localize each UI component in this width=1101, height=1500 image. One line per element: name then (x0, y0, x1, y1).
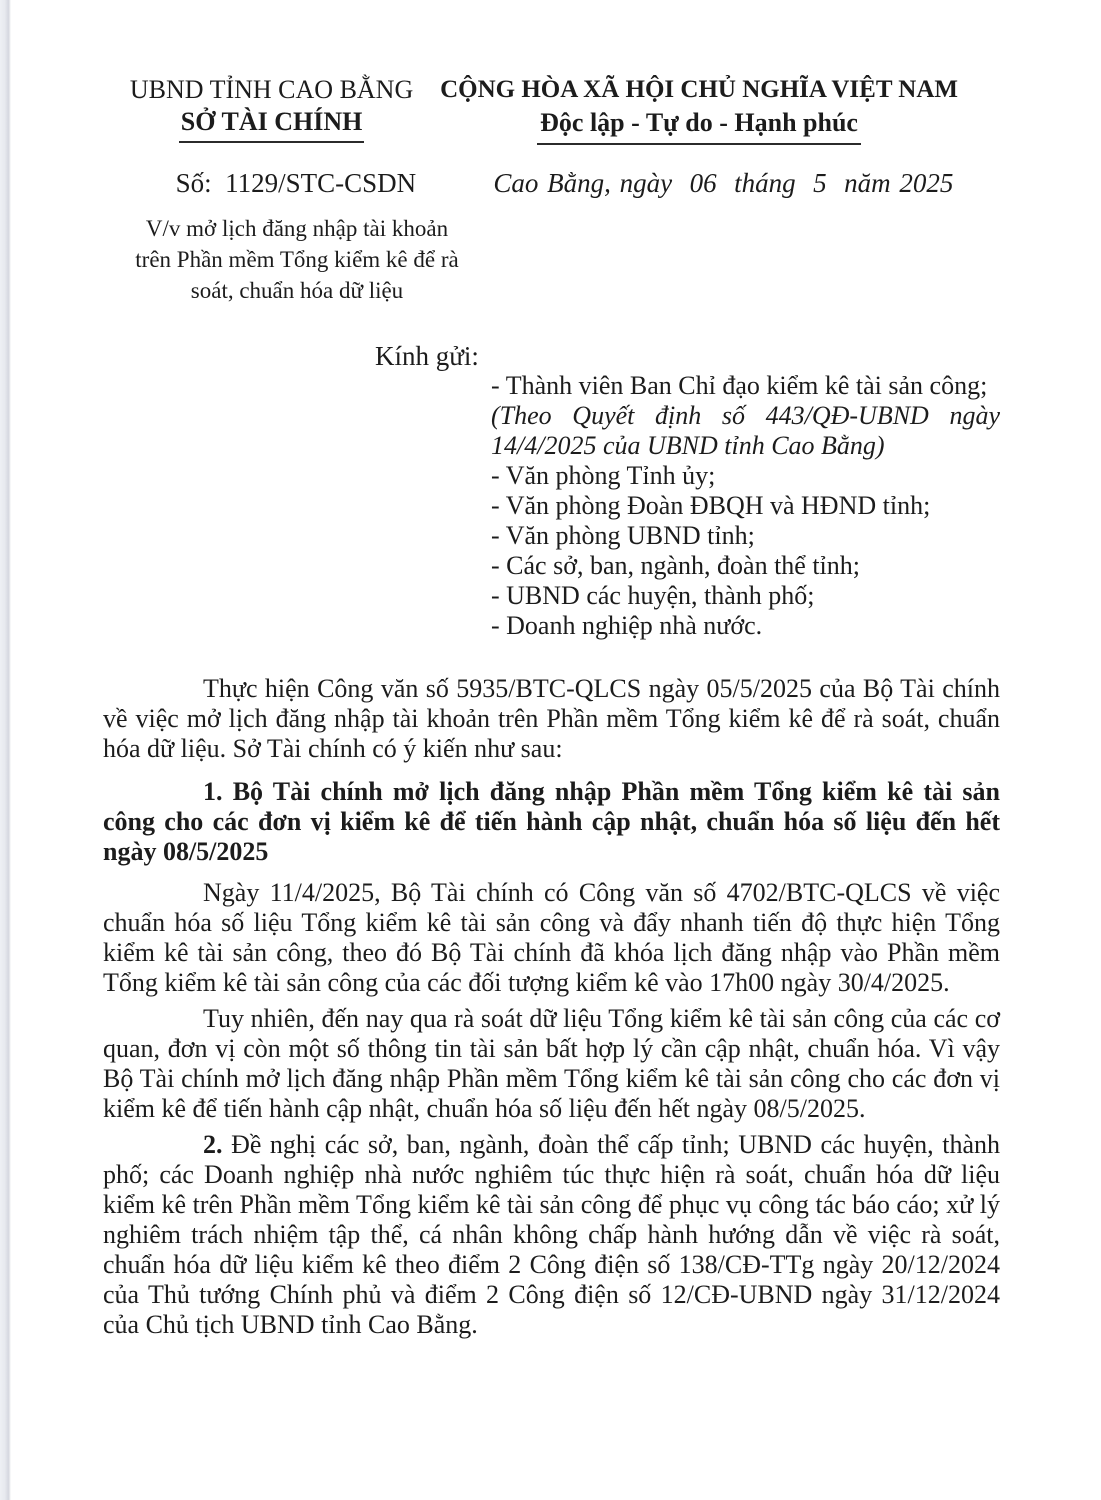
recipient-item: - Văn phòng Tỉnh ủy; (491, 461, 716, 490)
recipient-item: - Các sở, ban, ngành, đoàn thể tỉnh; (491, 551, 861, 580)
document-body (103, 674, 1000, 1340)
body-paragraph: Thực hiện Công văn số 5935/BTC-QLCS ngày 05/5/2025 của Bộ Tài chính về việc mở lịch đăng nhập tài khoản trên Phần mềm Tổng kiểm kê để rà soát, chuẩn hóa dữ liệu. Sở Tài chính có ý kiến như sau: (103, 674, 1000, 763)
recipient-item: - Văn phòng Đoàn ĐBQH và HĐND tỉnh; (491, 491, 931, 520)
salutation-label: Kính gửi: (375, 341, 479, 371)
section-paragraph-2-text: Đề nghị các sở, ban, ngành, đoàn thể cấp tỉnh; UBND các huyện, thành phố; các Doanh nghiệp nhà nước nghiêm túc thực hiện rà soát, chuẩn hóa dữ liệu kiểm kê trên Phần mềm Tổng kiểm kê tài sản công để phục vụ công tác báo cáo; xử lý nghiêm trách nhiệm tập thể, cá nhân không chấp hành hướng dẫn về việc rà soát, chuẩn hóa dữ liệu kiểm kê theo điểm 2 Công điện số 138/CĐ-TTg ngày 20/12/2024 của Thủ tướng Chính phủ và điểm 2 Công điện số 12/CĐ-UBND ngày 31/12/2024 của Chủ tịch UBND tỉnh Cao Bằng. (103, 1130, 1001, 1339)
subject-line: V/v mở lịch đăng nhập tài khoản trên Phần mềm Tổng kiểm kê để rà soát, chuẩn hóa dữ liệu (135, 216, 459, 303)
number-date-row (103, 168, 1000, 198)
body-paragraph: Ngày 11/4/2025, Bộ Tài chính có Công văn số 4702/BTC-QLCS về việc chuẩn hóa số liệu Tổng kiểm kê tài sản công và đẩy nhanh tiến độ thực hiện Tổng kiểm kê tài sản công, theo đó Bộ Tài chính đã khóa lịch đăng nhập vào Phần mềm Tổng kiểm kê tài sản công của các đối tượng kiểm kê vào 17h00 ngày 30/4/2025. (103, 878, 1000, 997)
motto-row (440, 108, 958, 145)
parent-agency-name: UBND TỈNH CAO BẰNG (129, 75, 414, 104)
national-motto: Độc lập - Tự do - Hạnh phúc (537, 108, 861, 145)
issuing-agency-block (103, 75, 440, 145)
recipient-item: - UBND các huyện, thành phố; (491, 581, 815, 610)
national-header-block (440, 75, 1000, 145)
recipient-item: - Văn phòng UBND tỉnh; (491, 521, 755, 550)
document-number: Số: 1129/STC-CSDN (175, 168, 417, 198)
section-paragraph-2 (103, 1130, 1000, 1340)
salutation-section (103, 341, 1000, 641)
recipient-list (491, 371, 1000, 641)
document-header (103, 75, 1000, 145)
place-date-line: Cao Bằng, ngày 06 tháng 5 năm 2025 (493, 168, 954, 198)
body-paragraph: Tuy nhiên, đến nay qua rà soát dữ liệu Tổng kiểm kê tài sản công của các cơ quan, đơn vị còn một số thông tin tài sản bất hợp lý cần cập nhật, chuẩn hóa. Vì vậy Bộ Tài chính mở lịch đăng nhập Phần mềm Tổng kiểm kê tài sản công cho các đơn vị kiểm kê để tiến hành cập nhật, chuẩn hóa số liệu đến hết ngày 08/5/2025. (103, 1004, 1000, 1123)
recipient-item: - Doanh nghiệp nhà nước. (491, 611, 763, 640)
section-heading-1: 1. Bộ Tài chính mở lịch đăng nhập Phần mềm Tổng kiểm kê tài sản công cho các đơn vị kiểm kê để tiến hành cập nhật, chuẩn hóa số liệu đến hết ngày 08/5/2025 (103, 777, 1000, 866)
national-title: CỘNG HÒA XÃ HỘI CHỦ NGHĨA VIỆT NAM (440, 76, 958, 103)
recipient-item: - Thành viên Ban Chỉ đạo kiểm kê tài sản công; (491, 371, 988, 400)
section-number-2: 2. (203, 1130, 223, 1159)
agency-name: SỞ TÀI CHÍNH (179, 107, 365, 143)
recipient-item-note: (Theo Quyết định số 443/QĐ-UBND ngày 14/4/2025 của UBND tỉnh Cao Bằng) (491, 401, 1000, 460)
agency-name-row (103, 107, 440, 143)
